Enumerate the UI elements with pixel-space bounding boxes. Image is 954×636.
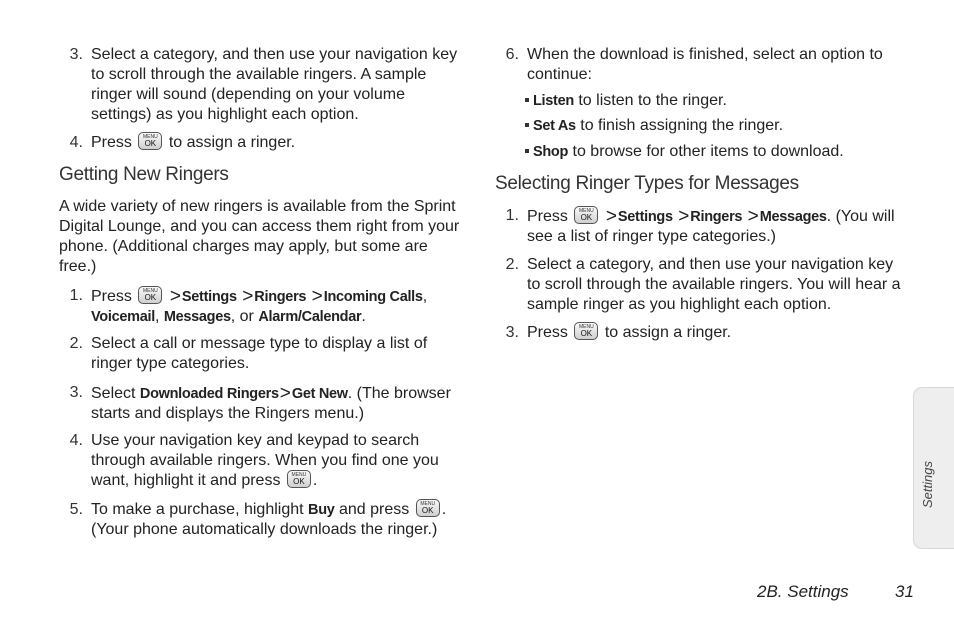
step-number: 4.: [69, 134, 83, 151]
chevron-right-icon: >: [747, 206, 759, 227]
menu-path-settings: Settings: [181, 289, 237, 305]
section-heading: Getting New Ringers: [59, 164, 229, 185]
menu-ok-key-icon: [574, 322, 598, 340]
step-text: When the download is finished, select an option to continue:: [527, 46, 883, 83]
step-text: [91, 133, 469, 153]
menu-path-get-new: Get New: [291, 386, 348, 402]
option-text: to finish assigning the ringer.: [580, 117, 784, 134]
option-bullet: [525, 142, 844, 162]
menu-path-ringers: Ringers: [254, 289, 307, 305]
menu-ok-key-icon: [287, 470, 311, 488]
step-text-pre: To make a purchase, highlight: [91, 501, 304, 518]
footer-section-title: 2B. Settings: [757, 582, 849, 601]
key-label-bottom: OK: [580, 212, 593, 222]
option-label: Set As: [533, 118, 576, 134]
menu-path-buy: Buy: [308, 502, 335, 518]
step-text: [91, 500, 471, 540]
step-text: Press MENU OK >Settings >Ringers >Incoming Calls, Voicemail, Messages, or Alarm/Calendar.: [91, 286, 428, 325]
step-text-post: . (You will see a list of ringer type categories.): [527, 208, 895, 245]
step-text-post: . (The browser starts and displays the Ringers menu.): [91, 385, 451, 422]
key-label-bottom: OK: [421, 505, 434, 515]
step-text-or: , or: [230, 308, 254, 325]
key-label-bottom: OK: [144, 292, 157, 302]
key-label-top: MENU: [578, 207, 594, 214]
menu-path-downloaded-ringers: Downloaded Ringers: [139, 386, 279, 402]
step-text-post: to assign a ringer.: [168, 134, 296, 151]
chevron-right-icon: >: [678, 206, 690, 227]
step-text: [527, 323, 910, 343]
menu-ok-key-icon: [416, 499, 440, 517]
option-text: to browse for other items to download.: [572, 143, 844, 160]
key-label-bottom: OK: [293, 476, 305, 486]
key-label-bottom: OK: [580, 328, 593, 338]
chevron-right-icon: >: [279, 383, 291, 404]
step-number: 2.: [505, 256, 519, 273]
bullet-square-icon: [525, 123, 529, 127]
step-text: Select a call or message type to display a list of ringer type categories.: [91, 335, 428, 372]
menu-ok-key-icon: [138, 286, 162, 304]
step-number: 4.: [69, 432, 83, 449]
bullet-square-icon: [525, 98, 529, 102]
step-text: [91, 383, 469, 424]
step-text: Select a category, and then use your navigation key to scroll through the available ringers. A sample ringer will sound (depending on your volume settings) as you highlight each option.: [91, 46, 458, 123]
bullet-square-icon: [525, 149, 529, 153]
menu-ok-key-icon: [574, 206, 598, 224]
menu-path-messages: Messages: [759, 209, 827, 225]
step-number: 1.: [69, 287, 83, 304]
key-label-top: MENU: [142, 287, 158, 294]
option-bullet: [525, 116, 783, 136]
section-heading: Selecting Ringer Types for Messages: [495, 173, 799, 194]
step-text-pre: Select: [91, 385, 136, 402]
step-number: 2.: [69, 335, 83, 352]
key-label-top: MENU: [291, 471, 307, 478]
key-label-bottom: OK: [144, 138, 157, 148]
menu-path-incoming-calls: Incoming Calls: [323, 289, 423, 305]
option-label: Shop: [533, 144, 569, 160]
option-text: to listen to the ringer.: [578, 92, 727, 109]
step-number: 3.: [69, 46, 83, 63]
step-text: Use your navigation key and keypad to search through available ringers. When you find one you want, highlight it and press MENU OK .: [91, 432, 439, 489]
menu-path-alarm-calendar: Alarm/Calendar: [258, 309, 362, 325]
step-text-mid: and press: [338, 501, 410, 518]
option-bullet: [525, 91, 727, 111]
step-text-pre: Press: [91, 134, 132, 151]
key-label-top: MENU: [578, 323, 594, 330]
step-text-body: Use your navigation key and keypad to search through available ringers. When you find one you want, highlight it and press: [91, 432, 439, 489]
key-label-top: MENU: [142, 133, 158, 140]
step-text-post: to assign a ringer.: [604, 324, 732, 341]
intro-paragraph: A wide variety of new ringers is available from the Sprint Digital Lounge, and you can access them right from your phone. (Additional charges may apply, but some are free.): [59, 198, 460, 275]
option-label: Listen: [533, 93, 574, 109]
menu-path-ringers: Ringers: [690, 209, 743, 225]
step-number: 1.: [505, 207, 519, 224]
page-number: 31: [895, 582, 914, 601]
menu-path-messages: Messages: [163, 309, 231, 325]
step-text-pre: Press: [91, 288, 132, 305]
step-number: 5.: [69, 501, 83, 518]
key-label-top: MENU: [420, 500, 436, 507]
step-number: 6.: [505, 46, 519, 63]
side-tab-label: Settings: [920, 461, 935, 508]
step-number: 3.: [505, 324, 519, 341]
step-text-pre: Press: [527, 208, 568, 225]
chevron-right-icon: >: [605, 206, 617, 227]
step-text-post: . (Your phone automatically downloads the ringer.): [91, 501, 447, 538]
section-side-tab: [913, 387, 954, 549]
menu-path-voicemail: Voicemail: [91, 309, 155, 325]
step-text: [527, 206, 910, 247]
step-number: 3.: [69, 384, 83, 401]
chevron-right-icon: >: [169, 286, 181, 307]
chevron-right-icon: >: [311, 286, 323, 307]
menu-path-settings: Settings: [617, 209, 673, 225]
step-text: Select a category, and then use your navigation key to scroll through the available ringers. You will hear a sample ringer as you highlight each option.: [527, 256, 901, 313]
chevron-right-icon: >: [242, 286, 254, 307]
step-text-pre: Press: [527, 324, 568, 341]
menu-ok-key-icon: [138, 132, 162, 150]
